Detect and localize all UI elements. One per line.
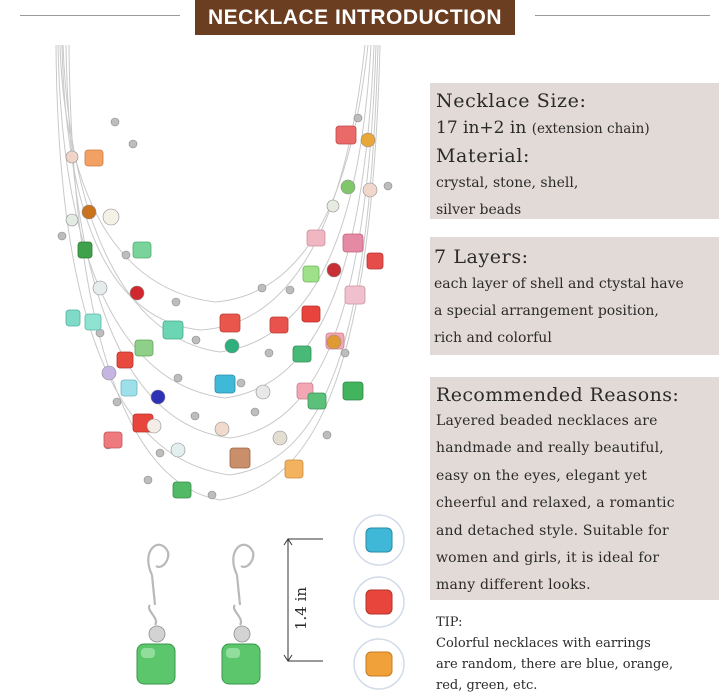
tip-section [436, 612, 673, 696]
necklace-illustration [0, 40, 420, 510]
tip-line: are random, there are blue, orange, [436, 657, 674, 672]
reasons-line: cheerful and relaxed, a romantic [436, 495, 675, 512]
size-line [436, 115, 719, 142]
layers-line: a special arrangement position, [434, 303, 659, 319]
material-line-2: silver beads [436, 202, 522, 218]
layers-line: rich and colorful [434, 330, 552, 346]
material-heading: Material: [436, 145, 531, 167]
layers-panel [430, 237, 719, 355]
header-line-left [20, 15, 180, 16]
material-line-1: crystal, stone, shell, [436, 175, 579, 191]
size-value: 17 in+2 in [436, 118, 527, 138]
layers-heading: 7 Layers: [434, 246, 529, 268]
reasons-line: many different looks. [436, 577, 591, 594]
size-heading: Necklace Size: [436, 90, 587, 112]
blue-bead-swatch [366, 528, 392, 552]
tip-label: TIP: [436, 615, 463, 630]
tip-line: red, green, etc. [436, 678, 538, 693]
header-title: NECKLACE INTRODUCTION [208, 5, 502, 29]
reasons-line: easy on the eyes, elegant yet [436, 467, 648, 484]
red-bead-swatch [366, 590, 392, 614]
earrings-illustration [110, 530, 270, 695]
header-banner [195, 0, 515, 35]
reasons-panel [430, 377, 719, 600]
earring-length-label: 1.4 in [292, 586, 310, 630]
size-material-panel [430, 83, 719, 219]
reasons-line: Layered beaded necklaces are [436, 413, 658, 429]
reasons-line: handmade and really beautiful, [436, 440, 664, 457]
reasons-heading: Recommended Reasons: [436, 384, 680, 406]
earring-right [233, 545, 253, 625]
header-line-right [535, 15, 710, 16]
measure-bracket [268, 535, 328, 665]
tip-line: Colorful necklaces with earrings [436, 636, 651, 651]
bead-color-swatches [345, 510, 425, 695]
layers-line: each layer of shell and ctystal have [434, 276, 684, 292]
earring-measurement [268, 535, 328, 669]
orange-bead-swatch [366, 652, 392, 676]
size-note: (extension chain) [531, 121, 650, 137]
reasons-line: women and girls, it is ideal for [436, 550, 660, 567]
reasons-line: and detached style. Suitable for [436, 522, 669, 539]
earring-left [148, 545, 168, 625]
